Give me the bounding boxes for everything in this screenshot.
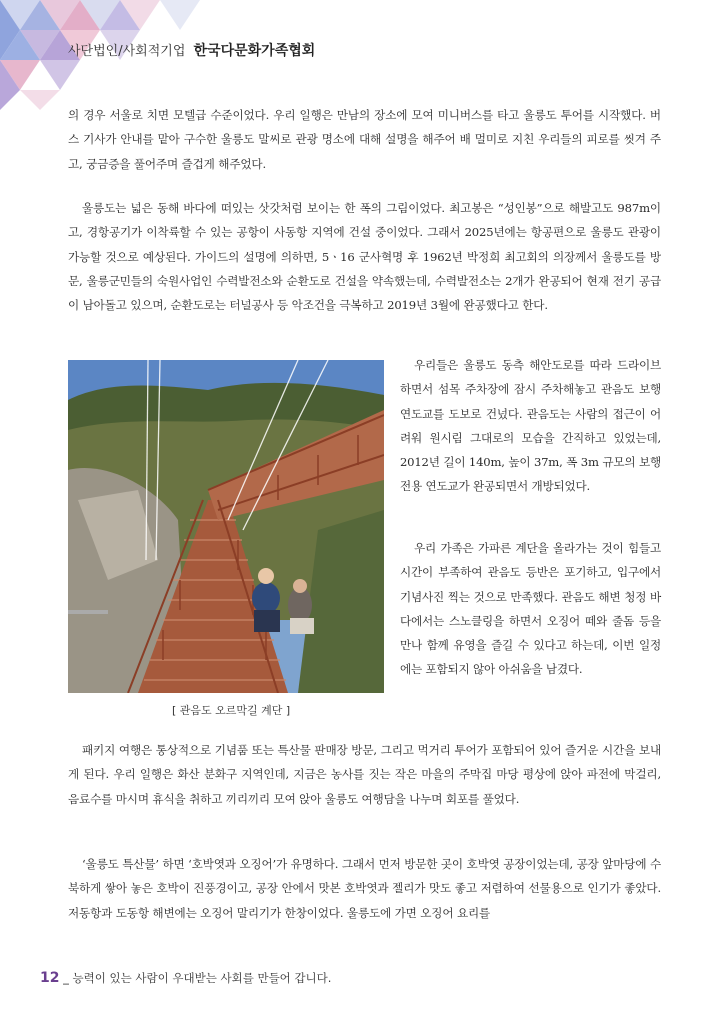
footer-separator: _ <box>63 971 69 985</box>
page-number: 12 <box>40 970 60 986</box>
page-footer <box>40 970 331 986</box>
paragraph-1: 의 경우 서울로 치면 모텔급 수준이었다. 우리 일행은 만남의 장소에 모여 미니버스를 타고 울릉도 투어를 시작했다. 버스 기사가 안내를 맡아 구수한 울릉도 말씨로 관광 명소에 대해 설명을 해주어 배 멀미로 지친 우리들의 피로를 씻겨 주고, 궁금증을 풀어주며 즐겁게 해주었다. <box>68 108 661 171</box>
paragraph-4: 우리 가족은 가파른 계단을 올라가는 것이 힘들고 시간이 부족하여 관음도 등반은 포기하고, 입구에서 기념사진 찍는 것으로 만족했다. 관음도 해변 청정 바다에서는 스노클링을 하면서 오징어 떼와 줄돔 등을 만나 함께 유영을 즐길 수 있다고 하는데, 이번 일정에는 포함되지 않아 아쉬움을 남겼다. <box>400 541 661 677</box>
paragraph-2: 울릉도는 넓은 동해 바다에 떠있는 삿갓처럼 보이는 한 폭의 그림이었다. 최고봉은 “성인봉”으로 해발고도 987m이고, 경항공기가 이착륙할 수 있는 공항이 사동항 지역에 건설 중이었다. 그래서 2025년에는 항공편으로 울릉도 관광이 가능할 것으로 예상된다. 가이드의 설명에 의하면, 5ㆍ16 군사혁명 후 1962년 박정희 최고회의 의장께서 울릉도를 방문, 울릉군민들의 숙원사업인 수력발전소와 순환도로 건설을 약속했는데, 수력발전소는 2개가 완공되어 현재 전기 공급이 남아돌고 있으며, 순환도로는 터널공사 등 악조건을 극복하고 2019년 3월에 완공했다고 한다. <box>68 201 661 313</box>
paragraph-5: 패키지 여행은 통상적으로 기념품 또는 특산물 판매장 방문, 그리고 먹거리 투어가 포함되어 있어 즐거운 시간을 보내게 된다. 우리 일행은 화산 분화구 지역인데, 지금은 농사를 짓는 작은 마을의 주막집 마당 평상에 앉아 파전에 막걸리, 음료수를 마시며 휴식을 취하고 끼리끼리 모여 앉아 울릉도 여행담을 나누며 회포를 풀었다. <box>68 743 661 806</box>
header-prefix: 사단법인/사회적기업 <box>68 44 186 59</box>
photo-gwaneumdo-stairs <box>68 360 384 693</box>
running-header <box>68 40 315 60</box>
footer-slogan: 능력이 있는 사람이 우대받는 사회를 만들어 갑니다. <box>72 971 332 985</box>
paragraph-6: ‘울릉도 특산물’ 하면 ‘호박엿과 오징어’가 유명하다. 그래서 먼저 방문한 곳이 호박엿 공장이었는데, 공장 앞마당에 수북하게 쌓아 놓은 호박이 진풍경이고, 공장 안에서 맛본 호박엿과 젤리가 맛도 좋고 저렴하여 선물용으로 인기가 좋았다. 저동항과 도동항 해변에는 오징어 말리기가 한창이었다. 울릉도에 가면 오징어 요리를 <box>68 857 661 920</box>
organization-name: 한국다문화가족협회 <box>193 43 316 59</box>
paragraph-3: 우리들은 울릉도 동측 해안도로를 따라 드라이브하면서 섬목 주차장에 잠시 주차해놓고 관음도 보행연도교를 도보로 건넜다. 관음도는 사람의 접근이 어려워 원시림 그대로의 모습을 간직하고 있었는데, 2012년 길이 140m, 높이 37m, 폭 3m 규모의 보행전용 연도교가 완공되면서 개방되었다. <box>400 358 661 494</box>
photo-caption: [ 관음도 오르막길 계단 ] <box>172 704 291 717</box>
